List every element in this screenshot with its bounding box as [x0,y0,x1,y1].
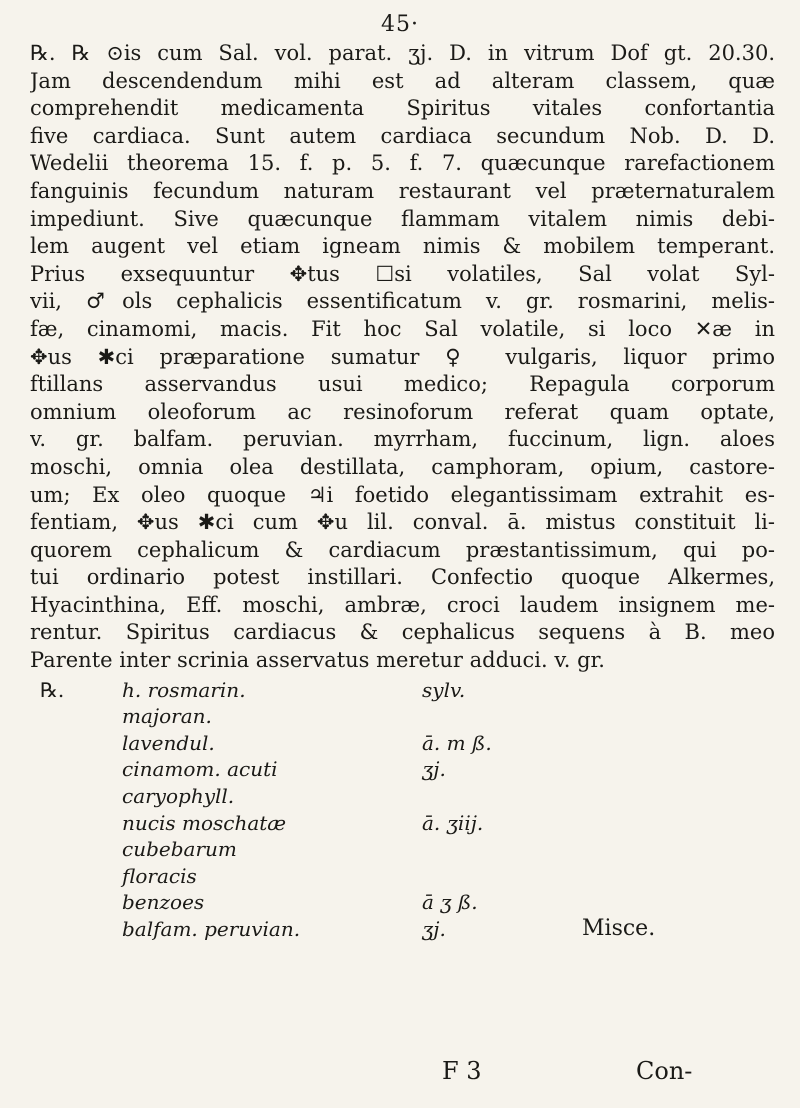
quantity: ā. m ß. [422,730,492,755]
text-line: Wedelii theorema 15. f. p. 5. f. 7. quæcunque rarefactionem [30,151,775,176]
quantity [422,703,582,730]
ingredient: cinamom. acuti [122,757,278,782]
text-line: five cardiaca. Sunt autem cardiaca secundum Nob. D. D. [30,123,775,148]
page-number: 45· [381,12,419,37]
quantity [422,836,582,863]
recipe-row [30,889,775,916]
quantity: ʒj. [422,757,446,782]
recipe-note [582,756,775,783]
text-line: impediunt. Sive quæcunque flammam vitalem nimis debi- [30,206,775,231]
recipe-row [30,677,775,704]
recipe-row [30,863,775,890]
recipe-note [582,836,775,863]
text-line: fanguinis fecundum naturam restaurant vel præternaturalem [30,178,775,203]
quantity [422,783,582,810]
text-line: tui ordinario potest instillari. Confectio quoque Alkermes, [30,565,775,590]
text-line: Parente inter scrinia asservatus meretur adduci. v. gr. [30,648,605,673]
recipe-symbol [30,836,88,863]
ingredient: benzoes [122,890,205,915]
ingredient: floracis [122,863,197,888]
recipe-note: Misce. [582,916,656,941]
recipe-note [582,677,775,704]
recipe-row [30,756,775,783]
recipe-symbol [30,756,88,783]
recipe-row [30,703,775,730]
ingredient: caryophyll. [122,784,235,809]
signature-mark: F 3 [442,1057,482,1085]
text-line: fæ, cinamomi, macis. Fit hoc Sal volatile, si loco ✕æ in [30,316,775,341]
recipe-symbol [30,889,88,916]
recipe-row [30,810,775,837]
recipe-row [30,916,775,943]
catchword: Con- [636,1057,693,1085]
recipe-symbol: ℞. [40,677,65,702]
recipe-symbol [30,730,88,757]
main-text-block [30,40,775,943]
ingredient: lavendul. [122,730,215,755]
text-line: ✥us ✱ci præparatione sumatur ♀ vulgaris, liquor primo [30,344,775,369]
ingredient: majoran. [122,704,212,729]
recipe-note [582,703,775,730]
text-line: comprehendit medicamenta Spiritus vitales confortantia [30,96,775,121]
text-line: ℞. ℞ ⊙is cum Sal. vol. parat. ʒj. D. in vitrum Dof gt. 20.30. [30,41,775,65]
recipe-symbol [30,810,88,837]
ingredient: nucis moschatæ [122,810,287,835]
recipe-symbol [30,916,88,943]
recipe-note [582,810,775,837]
quantity: ā. ʒiij. [422,810,484,835]
recipe-row [30,836,775,863]
recipe-note [582,783,775,810]
ingredient: cubebarum [122,837,237,862]
text-line: Prius exsequuntur ✥tus ☐si volatiles, Sal volat Syl- [30,261,775,286]
text-line: moschi, omnia olea destillata, camphoram, opium, castore- [30,454,775,479]
quantity: ā ʒ ß. [422,890,478,915]
paragraph [30,40,775,675]
recipe-note [582,889,775,916]
text-line: vii, ♂ols cephalicis essentificatum v. gr. rosmarini, melis- [30,289,775,314]
recipe-note [582,863,775,890]
recipe-row [30,783,775,810]
text-line: Jam descendendum mihi est ad alteram classem, quæ [30,68,775,93]
text-line: omnium oleoforum ac resinoforum referat quam optate, [30,399,775,424]
ingredient: balfam. peruvian. [122,917,301,941]
recipe-symbol [30,703,88,730]
recipe-list [30,677,775,943]
text-line: um; Ex oleo quoque ♃i foetido elegantissimam extrahit es- [30,482,775,507]
recipe-note [582,730,775,757]
recipe-row [30,730,775,757]
recipe-symbol [30,863,88,890]
text-line: quorem cephalicum & cardiacum præstantissimum, qui po- [30,537,775,562]
text-line: rentur. Spiritus cardiacus & cephalicus sequens à B. meo [30,620,775,645]
ingredient: h. rosmarin. [122,677,246,702]
quantity: ʒj. [422,917,446,941]
text-line: lem augent vel etiam igneam nimis & mobilem temperant. [30,234,775,259]
text-line: Hyacinthina, Eff. moschi, ambræ, croci laudem insignem me- [30,592,775,617]
quantity: sylv. [422,677,466,702]
text-line: ftillans asservandus usui medico; Repagula corporum [30,372,775,397]
text-line: v. gr. balfam. peruvian. myrrham, fuccinum, lign. aloes [30,427,775,452]
recipe-symbol [30,783,88,810]
text-line: fentiam, ✥us ✱ci cum ✥u lil. conval. ā. mistus constituit li- [30,510,775,535]
quantity [422,863,582,890]
